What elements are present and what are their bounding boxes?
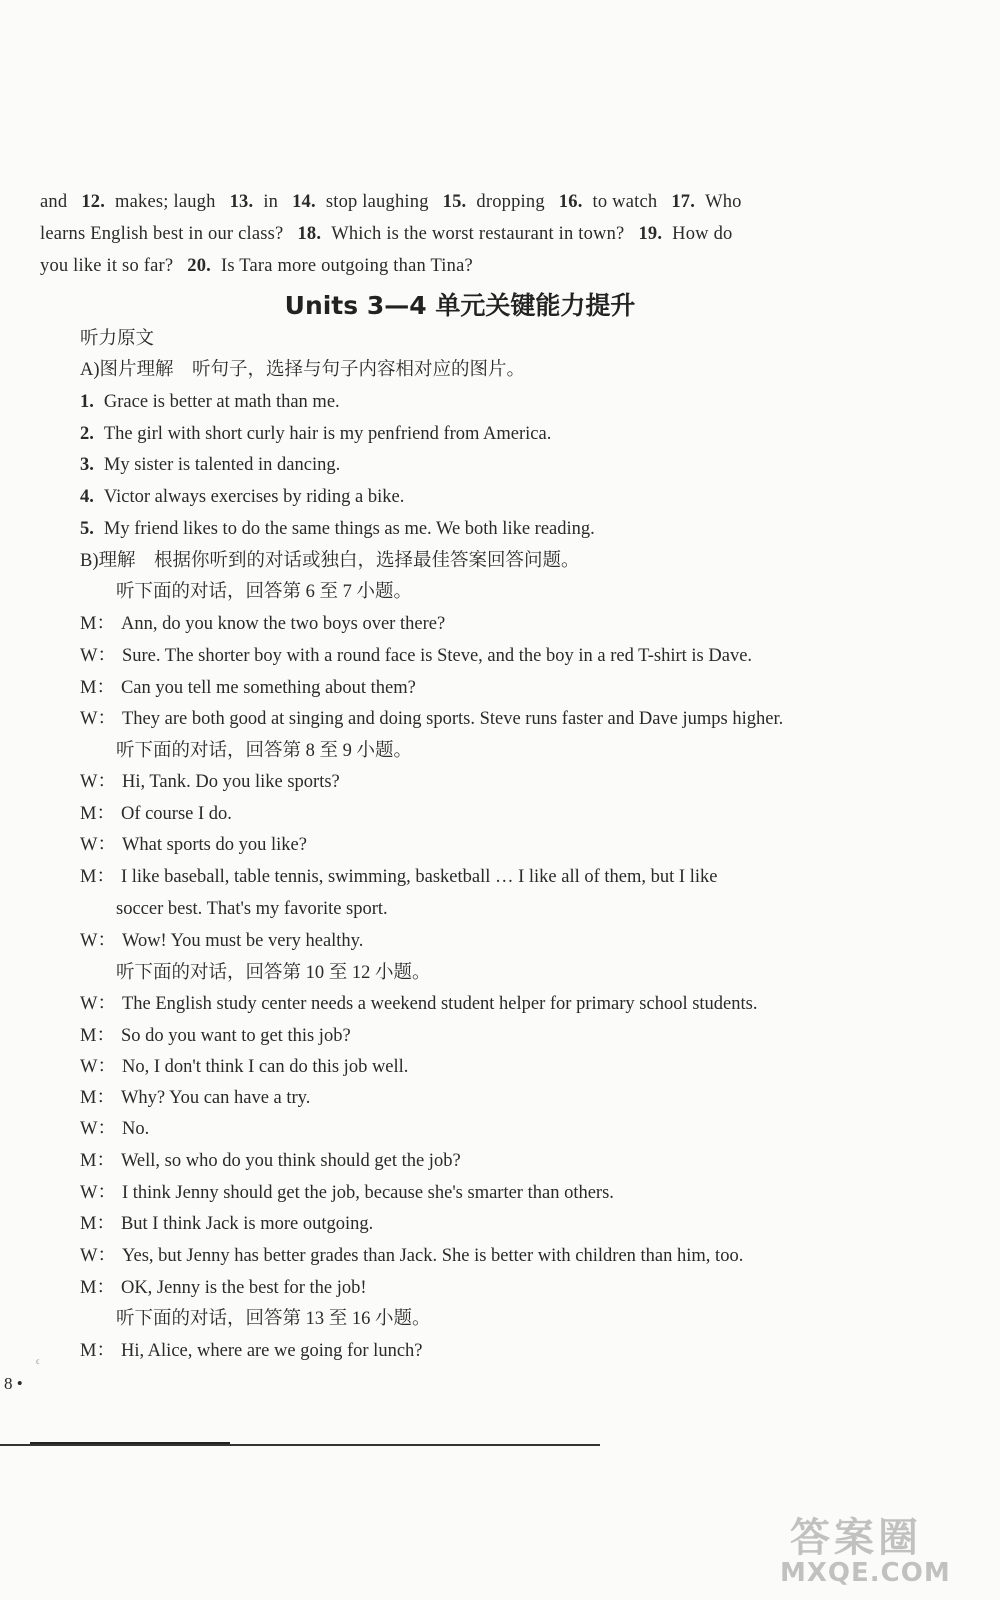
line-text: Hi, Alice, where are we going for lunch? [120,1341,423,1361]
answer-text: Who [705,192,742,212]
line-text: Grace is better at math than me. [103,392,340,412]
transcript-line [80,1055,408,1079]
line-text: 听力原文 [80,329,155,349]
transcript-line [80,390,340,414]
transcript-line [80,1276,367,1300]
transcript-line [80,707,783,731]
line-text: soccer best. That's my favorite sport. [116,899,388,919]
footer-rule [0,1444,600,1446]
line-text: 听下面的对话，回答第 13 至 16 小题。 [116,1309,431,1329]
transcript-line [80,517,595,541]
answer-number: 19. [638,224,663,244]
answer-text: stop laughing [325,192,429,212]
transcript-line [116,1307,431,1331]
line-text: Can you tell me something about them? [120,678,416,698]
transcript-line [80,1149,461,1173]
answer-line-3 [40,254,487,278]
margin-mark: ϵ [36,1356,40,1366]
transcript-line [116,897,388,921]
line-text: They are both good at singing and doing sports. Steve runs faster and Dave jumps higher. [121,709,784,729]
answer-number: 17. [671,192,696,212]
line-text: But I think Jack is more outgoing. [120,1214,374,1234]
speaker-label: M： [80,1088,115,1108]
page-number: 8 • [4,1374,23,1393]
answer-number: 18. [297,224,322,244]
speaker-label: M： [80,1214,115,1234]
transcript-line [80,992,757,1016]
answer-text: to watch [592,192,658,212]
answer-text: How do [672,224,733,244]
item-number: 1. [80,392,94,412]
transcript-line [116,739,412,763]
answer-text: and [40,192,68,212]
item-number: 3. [80,455,94,475]
speaker-label: W： [80,931,116,951]
answer-line-2 [40,222,746,246]
transcript-line [80,929,363,953]
transcript-line [80,453,340,477]
answer-number: 12. [81,192,106,212]
transcript-line [80,833,307,857]
transcript-line [80,770,340,794]
transcript-line [116,580,412,604]
transcript-line [80,549,580,573]
line-text: The English study center needs a weekend student helper for primary school students. [121,994,758,1014]
answer-number: 14. [292,192,316,212]
answer-number: 16. [558,192,583,212]
speaker-label: M： [80,614,115,634]
transcript-line [116,961,431,985]
speaker-label: M： [80,804,115,824]
speaker-label: W： [80,709,116,729]
line-text: No. [121,1119,150,1139]
line-text: 听下面的对话，回答第 8 至 9 小题。 [116,741,413,761]
line-text: Of course I do. [120,804,232,824]
transcript-line [80,1339,423,1363]
line-text: I like baseball, table tennis, swimming, basketball … I like all of them, but I like [120,867,718,887]
answer-text: Which is the worst restaurant in town? [331,224,625,244]
transcript-line [80,676,416,700]
transcript-line [80,485,404,509]
line-text: So do you want to get this job? [120,1026,351,1046]
speaker-label: W： [80,835,116,855]
line-text: The girl with short curly hair is my penfriend from America. [103,424,552,444]
line-text: A)图片理解 听句子，选择与句子内容相对应的图片。 [80,360,526,380]
answer-number: 20. [187,256,211,276]
speaker-label: W： [80,1183,116,1203]
answer-text: learns English best in our class? [40,224,284,244]
watermark-logo [780,1506,970,1596]
line-text: Ann, do you know the two boys over there? [120,614,446,634]
speaker-label: M： [80,1341,115,1361]
item-number: 4. [80,487,94,507]
answer-text: Is Tara more outgoing than Tina? [221,256,473,276]
line-text: Hi, Tank. Do you like sports? [121,772,340,792]
speaker-label: M： [80,1278,115,1298]
speaker-label: M： [80,1026,115,1046]
answer-text: in [263,192,279,212]
watermark-bottom: MXQE.COM [780,1558,951,1588]
watermark-top: 答案圈 [790,1515,922,1561]
line-text: What sports do you like? [121,835,307,855]
answer-text: dropping [476,192,545,212]
line-text: My friend likes to do the same things as me. We both like reading. [103,519,595,539]
speaker-label: W： [80,1119,116,1139]
transcript-line [80,644,752,668]
line-text: My sister is talented in dancing. [103,455,341,475]
line-text: I think Jenny should get the job, because she's smarter than others. [121,1183,614,1203]
answer-number: 15. [442,192,467,212]
transcript-line [80,1181,614,1205]
transcript-line [80,802,232,826]
item-number: 5. [80,519,94,539]
answer-text: you like it so far? [40,256,174,276]
speaker-label: M： [80,678,115,698]
line-text: 听下面的对话，回答第 6 至 7 小题。 [116,582,413,602]
line-text: Wow! You must be very healthy. [121,931,364,951]
answer-line-1 [40,190,756,214]
speaker-label: W： [80,1057,116,1077]
section-title: Units 3—4 单元关键能力提升 [284,291,636,320]
transcript-line [80,1117,149,1141]
line-text: Victor always exercises by riding a bike. [103,487,405,507]
answer-text: makes; laugh [115,192,216,212]
transcript-line [80,422,551,446]
transcript-line [80,612,445,636]
transcript-line [80,1024,351,1048]
transcript-line [80,1244,743,1268]
answer-number: 13. [229,192,254,212]
transcript-line [80,1086,310,1110]
speaker-label: W： [80,994,116,1014]
line-text: Yes, but Jenny has better grades than Jack. She is better with children than him, too. [121,1246,744,1266]
transcript-line [80,327,154,351]
speaker-label: W： [80,646,116,666]
speaker-label: W： [80,1246,116,1266]
transcript-line [80,358,525,382]
speaker-label: W： [80,772,116,792]
item-number: 2. [80,424,94,444]
line-text: Why? You can have a try. [120,1088,311,1108]
line-text: OK, Jenny is the best for the job! [120,1278,367,1298]
line-text: 听下面的对话，回答第 10 至 12 小题。 [116,963,431,983]
line-text: Sure. The shorter boy with a round face is Steve, and the boy in a red T-shirt is Dave. [121,646,753,666]
line-text: B)理解 根据你听到的对话或独白，选择最佳答案回答问题。 [80,551,580,571]
speaker-label: M： [80,1151,115,1171]
speaker-label: M： [80,867,115,887]
line-text: No, I don't think I can do this job well. [121,1057,409,1077]
transcript-line [80,865,717,889]
transcript-line [80,1212,373,1236]
line-text: Well, so who do you think should get the job? [120,1151,461,1171]
